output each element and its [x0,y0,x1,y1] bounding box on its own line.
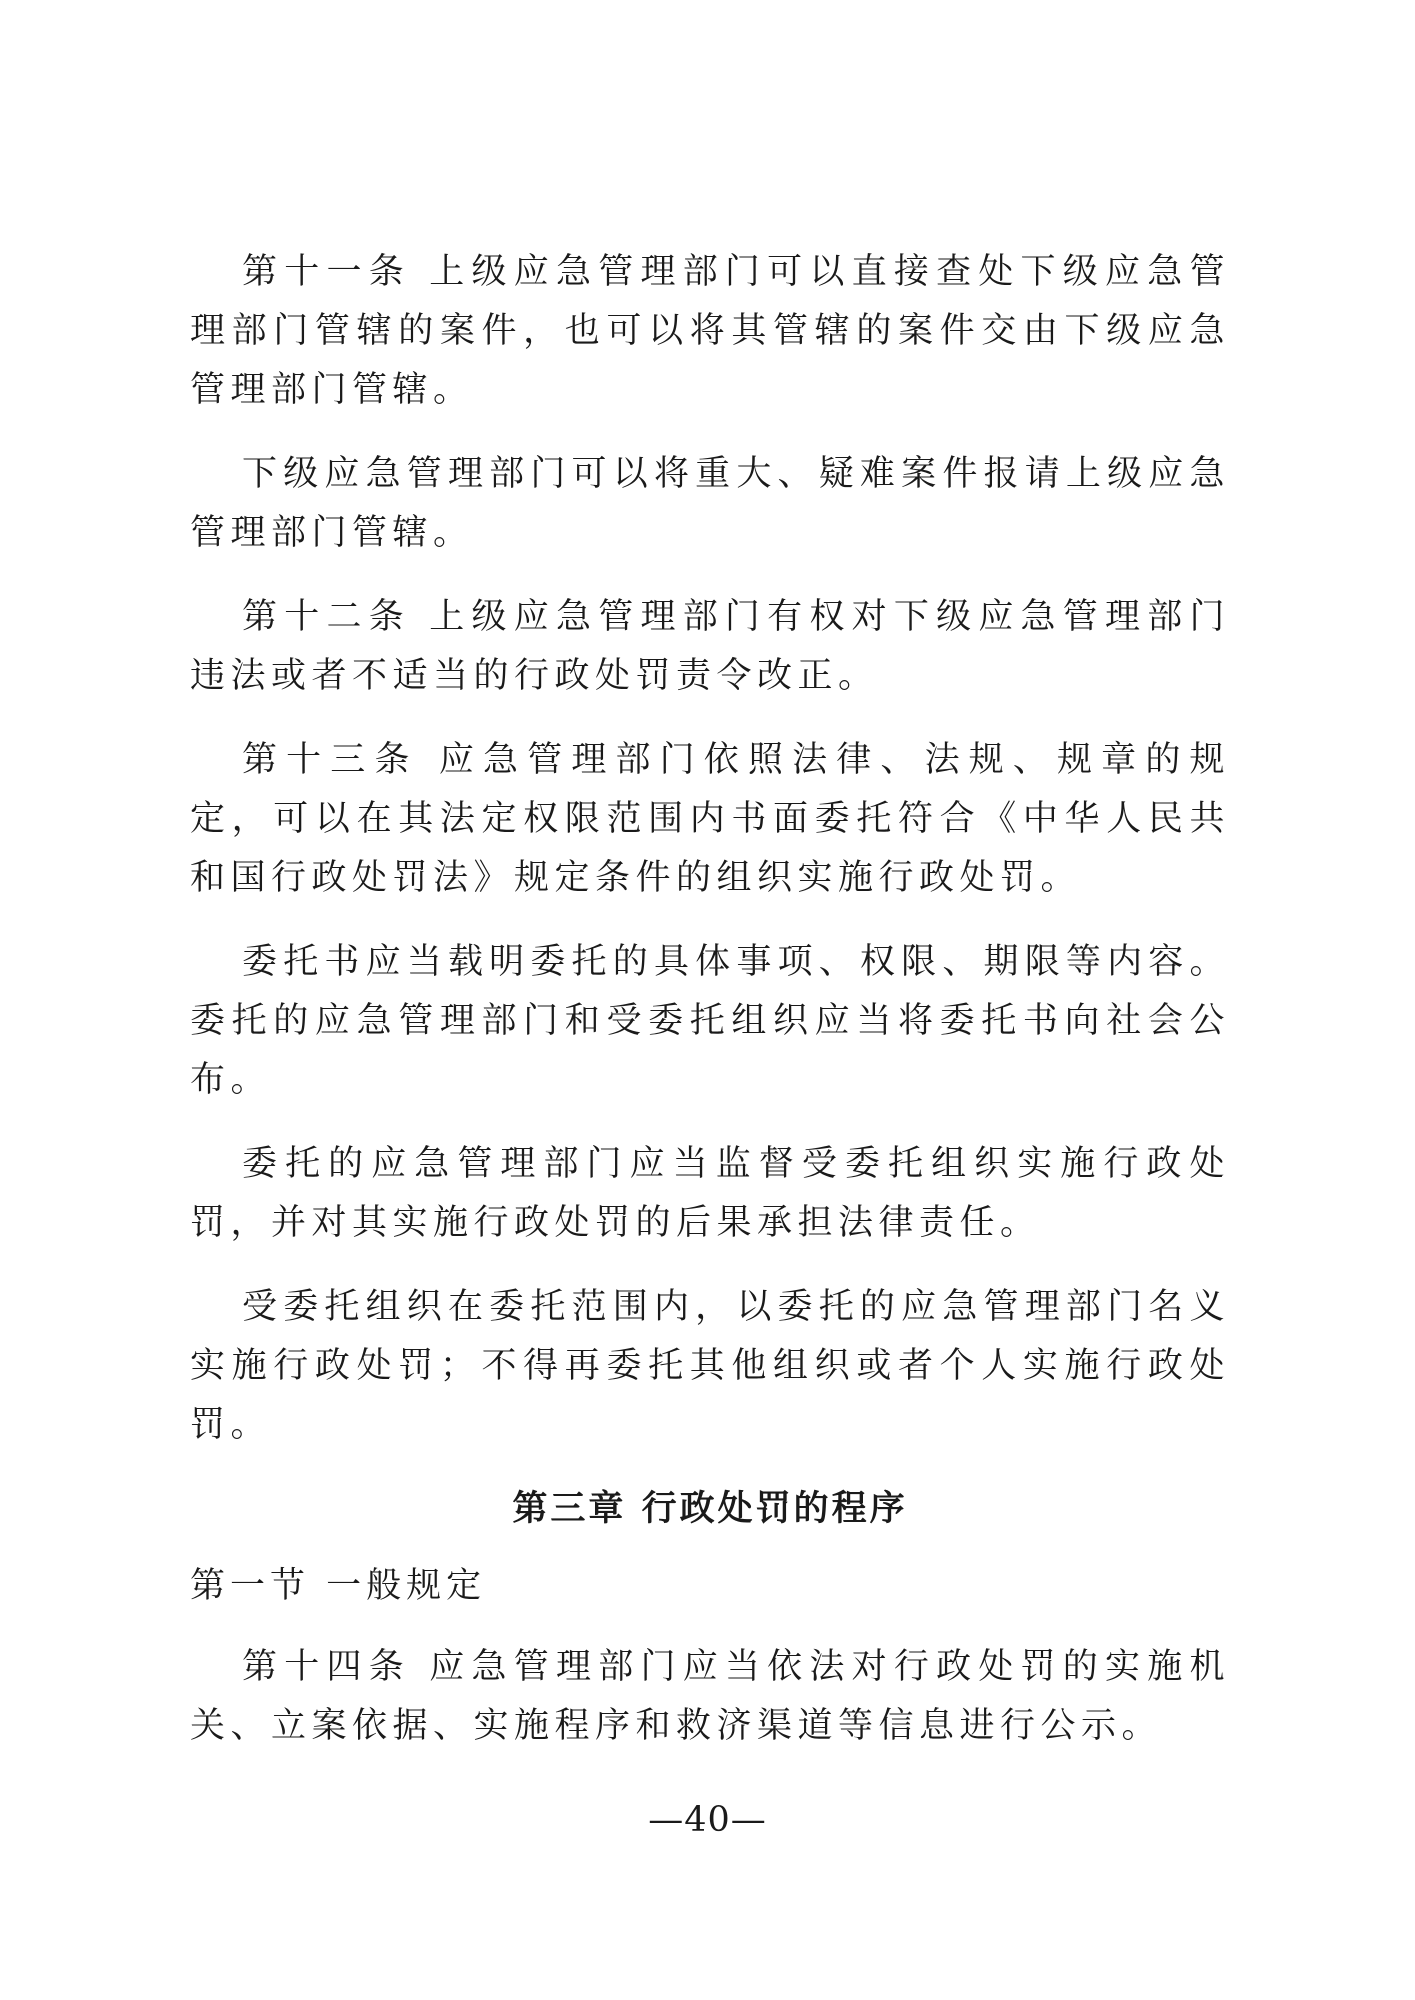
article-14-paragraph: 第十四条 应急管理部门应当依法对行政处罚的实施机关、立案依据、实施程序和救济渠道等信息进行公示。 [190,1647,1230,1746]
article-12-paragraph: 第十二条 上级应急管理部门有权对下级应急管理部门违法或者不适当的行政处罚责令改正。 [190,597,1230,696]
article-13-paragraph: 第十三条 应急管理部门依照法律、法规、规章的规定，可以在其法定权限范围内书面委托符合《中华人民共和国行政处罚法》规定条件的组织实施行政处罚。 [190,740,1230,898]
chapter-heading: 第三章 行政处罚的程序 [512,1489,908,1529]
section-heading: 第一节 一般规定 [190,1566,487,1606]
article-13-sub-paragraph-3: 受委托组织在委托范围内，以委托的应急管理部门名义实施行政处罚；不得再委托其他组织或者个人实施行政处罚。 [190,1287,1230,1445]
article-11-sub-paragraph: 下级应急管理部门可以将重大、疑难案件报请上级应急管理部门管辖。 [190,454,1230,553]
page-number: —40— [648,1800,767,1840]
article-13-sub-paragraph-2: 委托的应急管理部门应当监督受委托组织实施行政处罚，并对其实施行政处罚的后果承担法律责任。 [190,1144,1230,1243]
document-body [190,243,1230,1781]
article-11-paragraph: 第十一条 上级应急管理部门可以直接查处下级应急管理部门管辖的案件，也可以将其管辖的案件交由下级应急管理部门管辖。 [190,252,1230,410]
article-13-sub-paragraph-1: 委托书应当载明委托的具体事项、权限、期限等内容。委托的应急管理部门和受委托组织应当将委托书向社会公布。 [190,942,1230,1100]
